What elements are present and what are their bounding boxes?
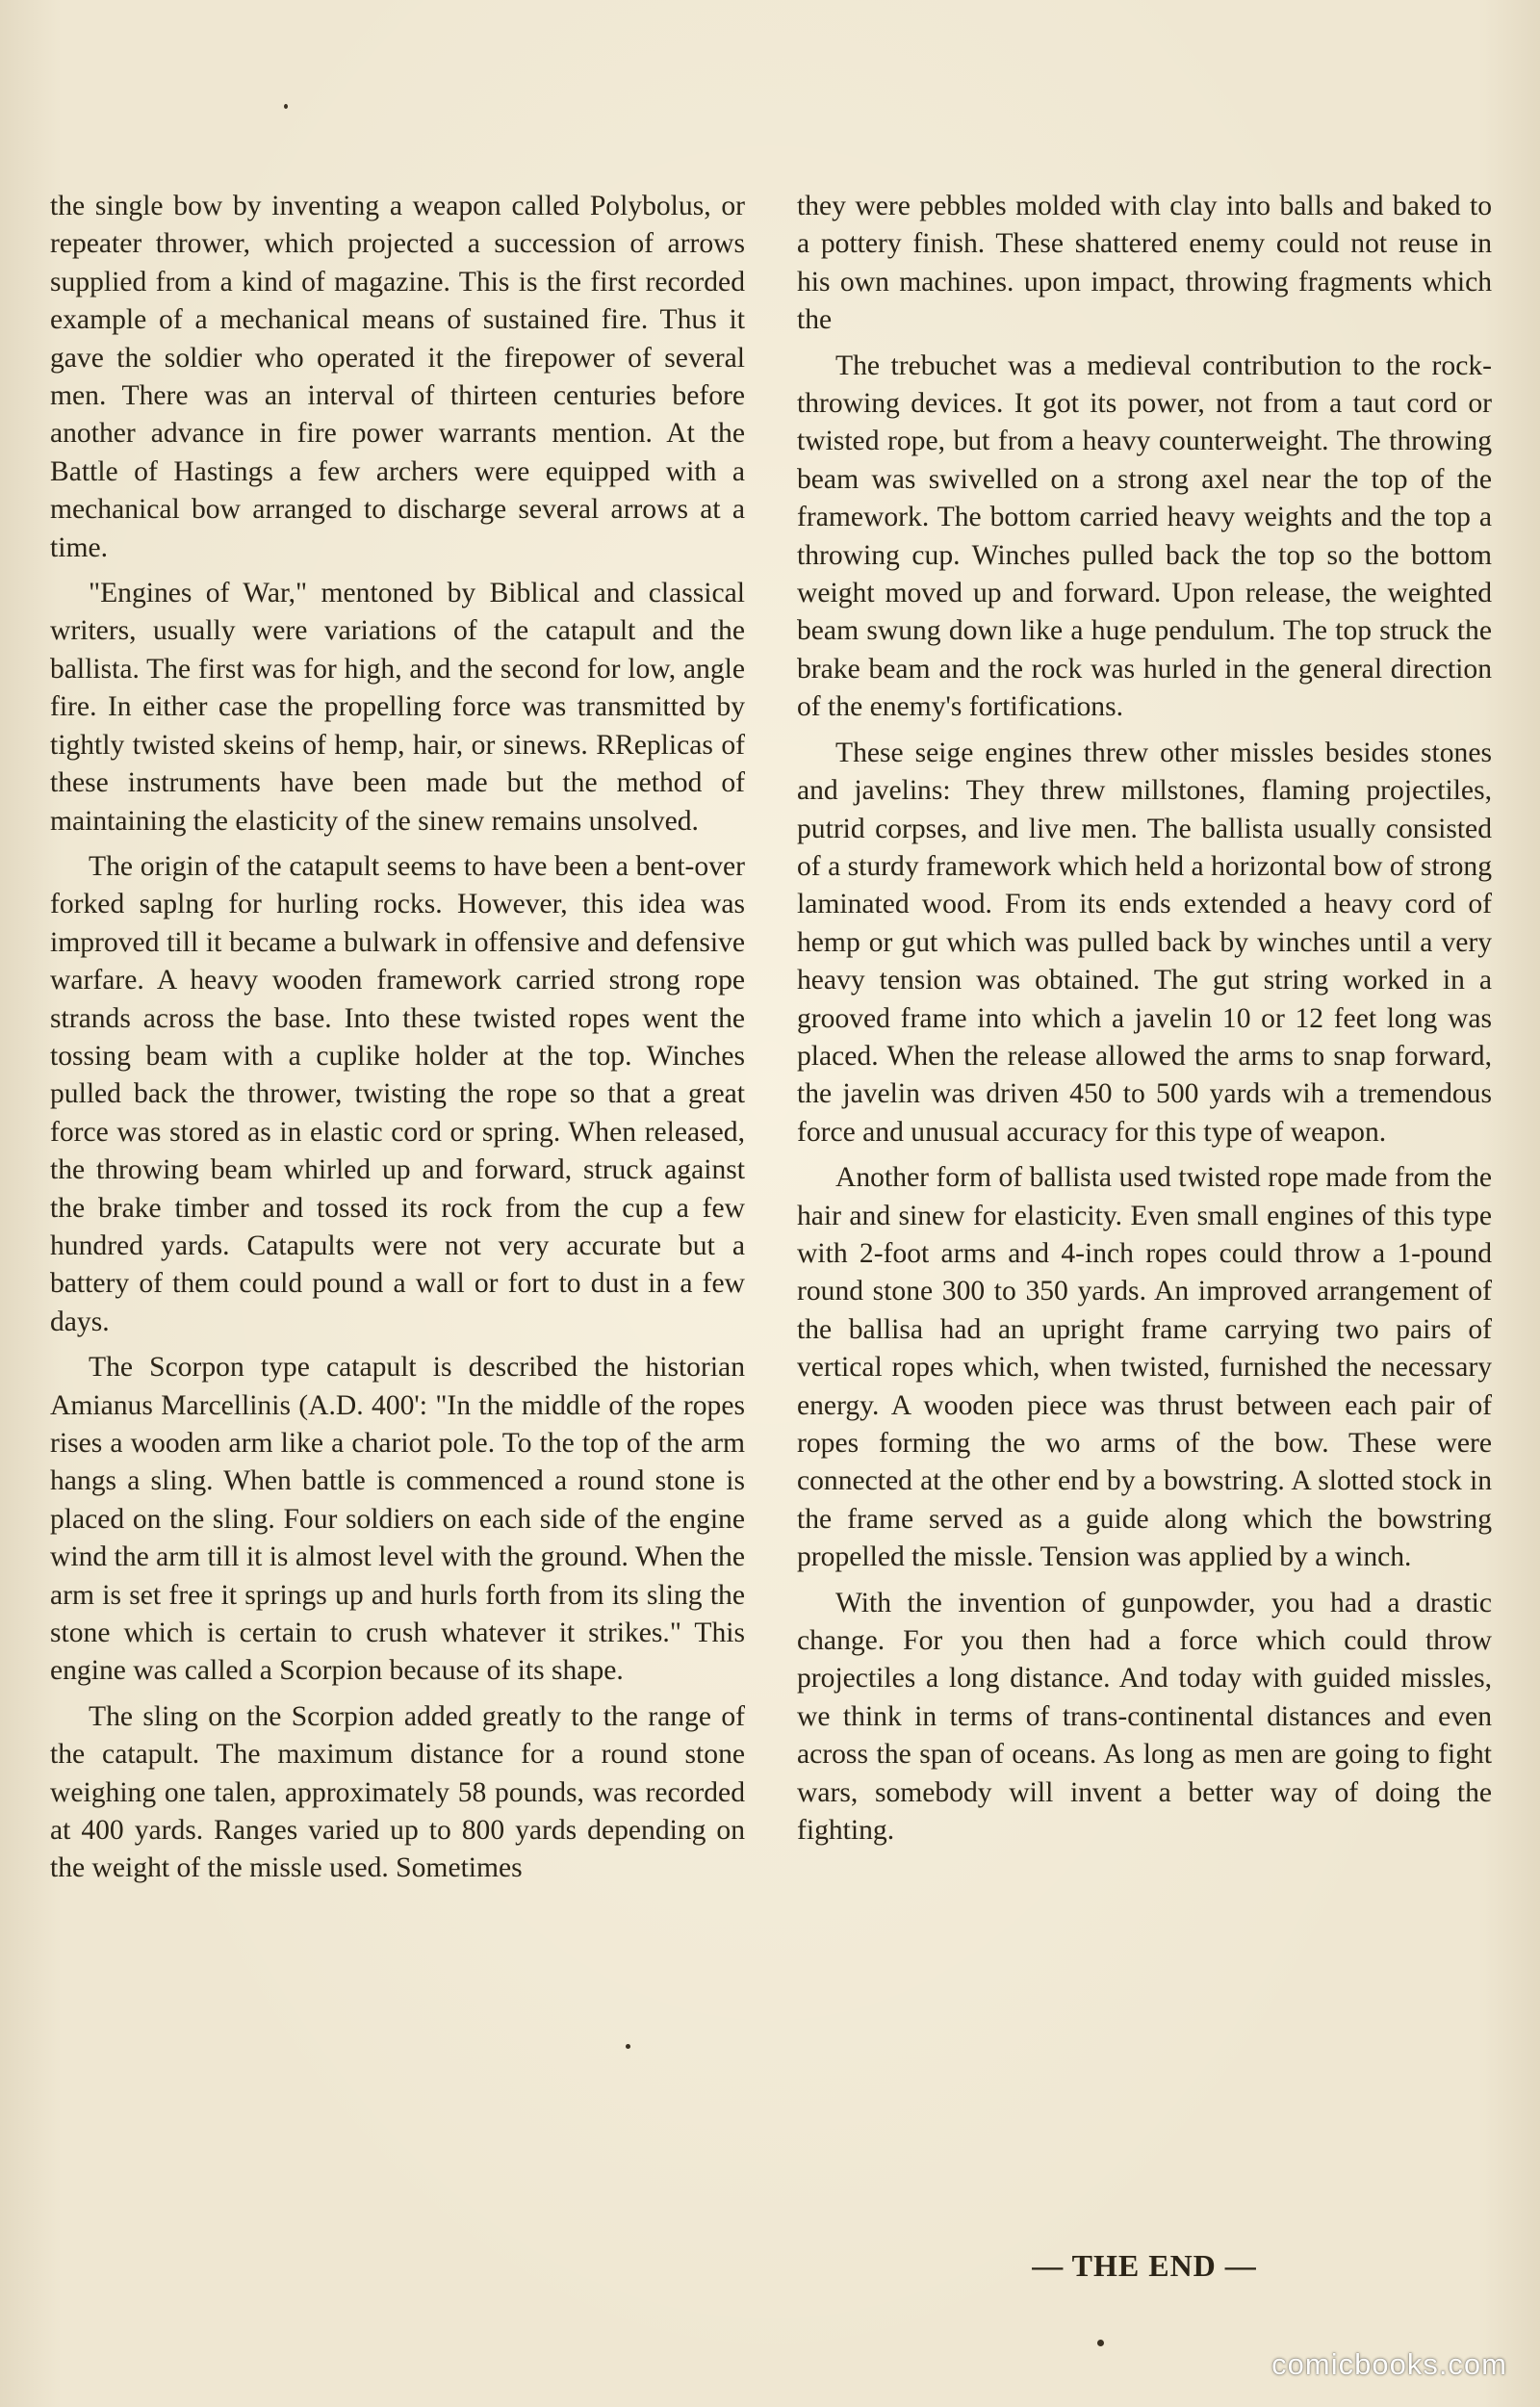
end-mark: — THE END —	[1032, 2248, 1257, 2283]
paragraph: These seige engines threw other missles besides stones and javelins: They threw millstones, flaming projectiles, putrid corpses, and live men. The ballista usually consisted of a sturdy framework which held a horizontal bow of strong laminated wood. From its ends extended a heavy cord of hemp or gut which was pulled back by winches until a very heavy tension was obtained. The gut string worked in a grooved frame into which a javelin 10 or 12 feet long was placed. When the release allowed the arms to snap forward, the javelin was driven 450 to 500 yards wih a tremendous force and unusual accuracy for this type of weapon.	[797, 737, 1492, 1148]
paragraph: "Engines of War," mentoned by Biblical and classical writers, usually were variations of the catapult and the ballista. The first was for high, and the second for low, angle fire. In either case the propelling force was transmitted by tightly twisted skeins of hemp, hair, or sinews. RReplicas of these instruments have been made but the method of maintaining the elasticity of the sinew remains unsolved.	[50, 578, 745, 837]
paragraph: the single bow by inventing a weapon called Polybolus, or repeater thrower, which projected a succession of arrows supplied from a kind of magazine. This is the first recorded example of a mechanical means of sustained fire. Thus it gave the soldier who operated it the firepower of several men. There was an interval of thirteen centuries before another advance in fire power warrants mention. At the Battle of Hastings a few archers were equipped with a mechanical bow arranged to discharge several arrows at a time.	[50, 191, 745, 563]
left-text-column	[50, 188, 745, 1896]
right-text-column	[797, 188, 1492, 1857]
print-speck	[626, 2044, 630, 2049]
site-watermark: comicbooks.com	[1271, 2347, 1507, 2381]
paragraph: The sling on the Scorpion added greatly to the range of the catapult. The maximum distance for a round stone weighing one talen, approximately 58 pounds, was recorded at 400 yards. Ranges varied up to 800 yards depending on the weight of the missle used. Sometimes	[50, 1700, 745, 1884]
paragraph: The Scorpon type catapult is described the historian Amianus Marcellinis (A.D. 400': "In the middle of the ropes rises a wooden arm like a chariot pole. To the top of the arm hangs a sling. When battle is commenced a round stone is placed on the sling. Four soldiers on each side of the engine wind the arm till it is almost level with the ground. When the arm is set free it springs up and hurls forth from its sling the stone which is certain to crush whatever it strikes." This engine was called a Scorpion because of its shape.	[50, 1352, 745, 1687]
paragraph: The origin of the catapult seems to have been a bent-over forked saplng for hurling rocks. However, this idea was improved till it became a bulwark in offensive and defensive warfare. A heavy wooden framework carried strong rope strands across the base. Into these twisted ropes went the tossing beam with a cuplike holder at the top. Winches pulled back the thrower, twisting the rope so that a great force was stored as in elastic cord or spring. When released, the throwing beam whirled up and forward, struck against the brake timber and tossed its rock from the cup a few hundred yards. Catapults were not very accurate but a battery of them could pound a wall or fort to dust in a few days.	[50, 850, 745, 1337]
paragraph: The trebuchet was a medieval contribution to the rock-throwing devices. It got its power, not from a taut cord or twisted rope, but from a heavy counterweight. The throwing beam was swivelled on a strong axel near the top of the framework. The bottom carried heavy weights and the top a throwing cup. Winches pulled back the top so the bottom weight moved up and forward. Upon release, the weighted beam swung down like a huge pendulum. The top struck the brake beam and the rock was hurled in the general direction of the enemy's fortifications.	[797, 349, 1492, 723]
paragraph: they were pebbles molded with clay into balls and baked to a pottery finish. These shattered enemy could not reuse in his own machines. upon impact, throwing fragments which the	[797, 191, 1492, 336]
print-speck	[1097, 2340, 1104, 2346]
paragraph: With the invention of gunpowder, you had a drastic change. For you then had a force which could throw projectiles a long distance. And today with guided missles, we think in terms of trans-continental distances and even across the span of oceans. As long as men are going to fight wars, somebody will invent a better way of doing the fighting.	[797, 1587, 1492, 1847]
paragraph: Another form of ballista used twisted rope made from the hair and sinew for elasticity. Even small engines of this type with 2-foot arms and 4-inch ropes could throw a 1-pound round stone 300 to 350 yards. An improved arrangement of the ballisa had an upright frame carrying two pairs of vertical ropes which, when twisted, furnished the necessary energy. A wooden piece was thrust between each pair of ropes forming the wo arms of the bow. These were connected at the other end by a bowstring. A slotted stock in the frame served as a guide along which the bowstring propelled the missle. Tension was applied by a winch.	[797, 1162, 1492, 1573]
print-speck	[284, 104, 288, 109]
